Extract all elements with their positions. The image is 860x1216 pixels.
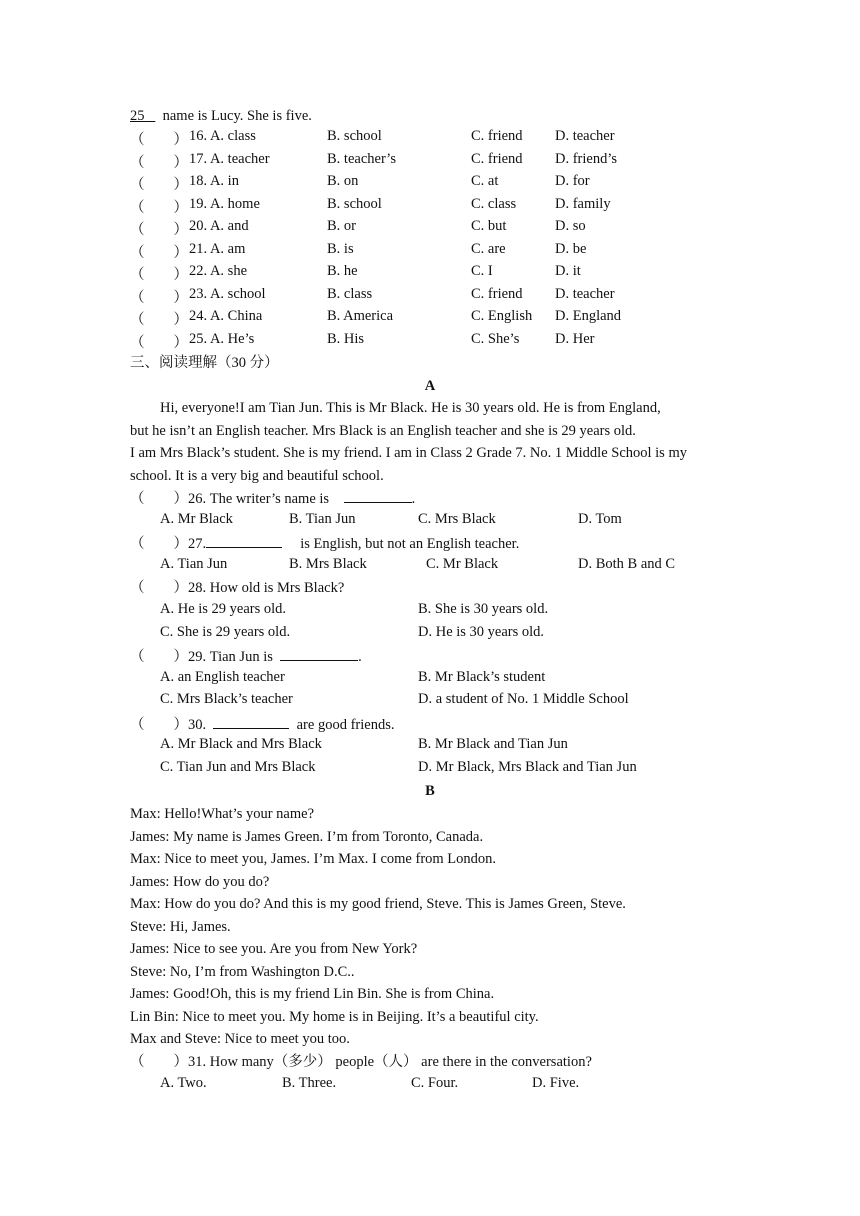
option-d: D. be <box>555 240 587 257</box>
answer-blank <box>206 533 282 548</box>
answer-paren: （ ） <box>130 222 188 238</box>
option-b: B. America <box>327 308 394 324</box>
answer-paren: （ ） <box>130 289 188 306</box>
option-c: C. friend <box>471 128 523 144</box>
question-31 <box>130 1052 592 1072</box>
answer-paren: （ ） <box>130 1054 188 1070</box>
answer-paren: （ ） <box>130 267 188 283</box>
cloze-blank-number: 25 <box>130 108 145 124</box>
option-c: C. She is 29 years old. <box>160 624 291 640</box>
question-stem: 30. <box>188 717 207 733</box>
option-c: C. friend <box>471 150 523 167</box>
dialogue-line: Steve: No, I’m from Washington D.C.. <box>130 963 355 980</box>
answer-blank <box>344 488 412 503</box>
option-d: D. it <box>555 263 581 279</box>
dialogue-line: Lin Bin: Nice to meet you. My home is in Beijing. It’s a beautiful city. <box>130 1008 539 1025</box>
option-b: B. His <box>327 330 365 347</box>
option-a: A. Tian Jun <box>160 556 228 572</box>
answer-paren: （ ） <box>130 536 188 552</box>
dialogue-line: James: Nice to see you. Are you from New York? <box>130 941 418 957</box>
answer-paren: （ ） <box>130 334 188 351</box>
option-d: D. for <box>555 173 590 189</box>
option-a: 22. A. she <box>189 263 247 279</box>
passage-a-line: Hi, everyone!I am Tian Jun. This is Mr Black. He is 30 years old. He is from England, <box>160 400 661 416</box>
option-a: 25. A. He’s <box>189 330 255 347</box>
option-c: C. are <box>471 240 506 257</box>
option-b: B. Tian Jun <box>289 511 356 527</box>
question-27: （ ）27. is English, but not an English teacher. <box>130 533 519 553</box>
option-b: B. Mrs Black <box>289 556 367 572</box>
option-d: D. teacher <box>555 285 615 302</box>
option-b: B. Three. <box>282 1075 337 1091</box>
option-c: C. friend <box>471 285 523 302</box>
option-c: C. English <box>471 308 533 324</box>
answer-paren: （ ） <box>130 649 188 665</box>
option-c: C. Mrs Black <box>418 511 496 527</box>
question-stem: 31. How many（多少） people（人） are there in the conversation? <box>188 1054 592 1070</box>
option-d: D. Her <box>555 330 595 347</box>
option-c: C. Mrs Black’s teacher <box>160 691 293 707</box>
option-a: 24. A. China <box>189 308 263 324</box>
option-d: D. a student of No. 1 Middle School <box>418 691 629 707</box>
answer-paren: （ ） <box>130 244 188 261</box>
option-d: D. He is 30 years old. <box>418 624 545 640</box>
dialogue-line: Max: How do you do? And this is my good friend, Steve. This is James Green, Steve. <box>130 896 626 912</box>
option-b: B. class <box>327 285 373 302</box>
option-a: 19. A. home <box>189 195 260 212</box>
option-b: B. on <box>327 173 359 189</box>
option-d: D. Both B and C <box>578 556 676 572</box>
option-a: A. Mr Black and Mrs Black <box>160 736 322 752</box>
option-d: D. Tom <box>578 511 622 527</box>
answer-paren: （ ） <box>130 312 188 328</box>
question-stem: 26. The writer’s name is <box>188 491 330 507</box>
question-26: （ ）26. The writer’s name is . <box>130 488 415 508</box>
cloze-tail-text: name is Lucy. She is five. <box>162 108 312 124</box>
option-d: D. England <box>555 308 622 324</box>
dialogue-line: James: How do you do? <box>130 873 270 890</box>
dialogue-line: James: My name is James Green. I’m from Toronto, Canada. <box>130 828 484 845</box>
option-c: C. Tian Jun and Mrs Black <box>160 759 316 775</box>
option-c: C. class <box>471 195 517 212</box>
dialogue-line: Max: Hello!What’s your name? <box>130 806 315 822</box>
option-c: C. Mr Black <box>426 556 499 572</box>
answer-paren: （ ） <box>130 132 188 148</box>
answer-paren: （ ） <box>130 717 188 733</box>
answer-paren: （ ） <box>130 154 188 171</box>
option-d: D. friend’s <box>555 150 618 167</box>
answer-blank <box>213 714 289 729</box>
answer-paren: （ ） <box>130 491 188 507</box>
question-stem: 27. <box>188 536 207 552</box>
question-28 <box>130 578 344 598</box>
option-c: C. at <box>471 173 499 189</box>
option-b: B. Mr Black’s student <box>418 669 546 685</box>
passage-a-line: but he isn’t an English teacher. Mrs Black is an English teacher and she is 29 years old. <box>130 423 636 439</box>
option-a: A. He is 29 years old. <box>160 601 287 617</box>
option-d: D. Mr Black, Mrs Black and Tian Jun <box>418 759 637 775</box>
option-a: 23. A. school <box>189 285 266 302</box>
option-a: 21. A. am <box>189 240 246 257</box>
dialogue-line: Steve: Hi, James. <box>130 918 231 935</box>
passage-a-line: I am Mrs Black’s student. She is my friend. I am in Class 2 Grade 7. No. 1 Middle School is my <box>130 445 687 461</box>
dialogue-line: Max and Steve: Nice to meet you too. <box>130 1031 350 1047</box>
option-a: A. an English teacher <box>160 669 285 685</box>
dialogue-line: Max: Nice to meet you, James. I’m Max. I come from London. <box>130 851 497 867</box>
option-b: B. school <box>327 195 382 212</box>
cloze-tail-line <box>130 106 312 126</box>
passage-b-label: B <box>425 783 435 799</box>
option-d: D. so <box>555 218 586 234</box>
answer-blank <box>280 646 358 661</box>
option-a: A. Mr Black <box>160 511 233 527</box>
option-a: 17. A. teacher <box>189 150 270 167</box>
option-c: C. Four. <box>411 1075 459 1091</box>
option-b: B. he <box>327 263 358 279</box>
section-title: 三、阅读理解（30 分） <box>130 355 279 371</box>
option-b: B. or <box>327 218 356 234</box>
dialogue-line: James: Good!Oh, this is my friend Lin Bin. She is from China. <box>130 986 495 1002</box>
passage-a-line: school. It is a very big and beautiful school. <box>130 468 384 484</box>
option-a: 20. A. and <box>189 218 249 234</box>
option-d: D. family <box>555 195 611 212</box>
option-b: B. is <box>327 240 354 257</box>
option-b: B. teacher’s <box>327 150 396 167</box>
option-a: 18. A. in <box>189 173 239 189</box>
passage-a-label: A <box>424 378 436 394</box>
option-c: C. She’s <box>471 330 520 347</box>
option-c: C. I <box>471 263 493 279</box>
option-a: 16. A. class <box>189 128 256 144</box>
answer-paren: （ ） <box>130 580 188 596</box>
question-29: （ ）29. Tian Jun is . <box>130 646 362 666</box>
option-b: B. school <box>327 128 382 144</box>
option-d: D. teacher <box>555 128 615 144</box>
option-b: B. She is 30 years old. <box>418 601 549 617</box>
question-stem: 28. How old is Mrs Black? <box>188 580 345 596</box>
question-stem: 29. Tian Jun is <box>188 649 273 665</box>
option-d: D. Five. <box>532 1075 580 1091</box>
question-30: （ ）30. are good friends. <box>130 714 394 734</box>
option-a: A. Two. <box>160 1075 207 1091</box>
option-c: C. but <box>471 218 507 234</box>
option-b: B. Mr Black and Tian Jun <box>418 736 568 752</box>
answer-paren: （ ） <box>130 177 188 193</box>
answer-paren: （ ） <box>130 199 188 216</box>
